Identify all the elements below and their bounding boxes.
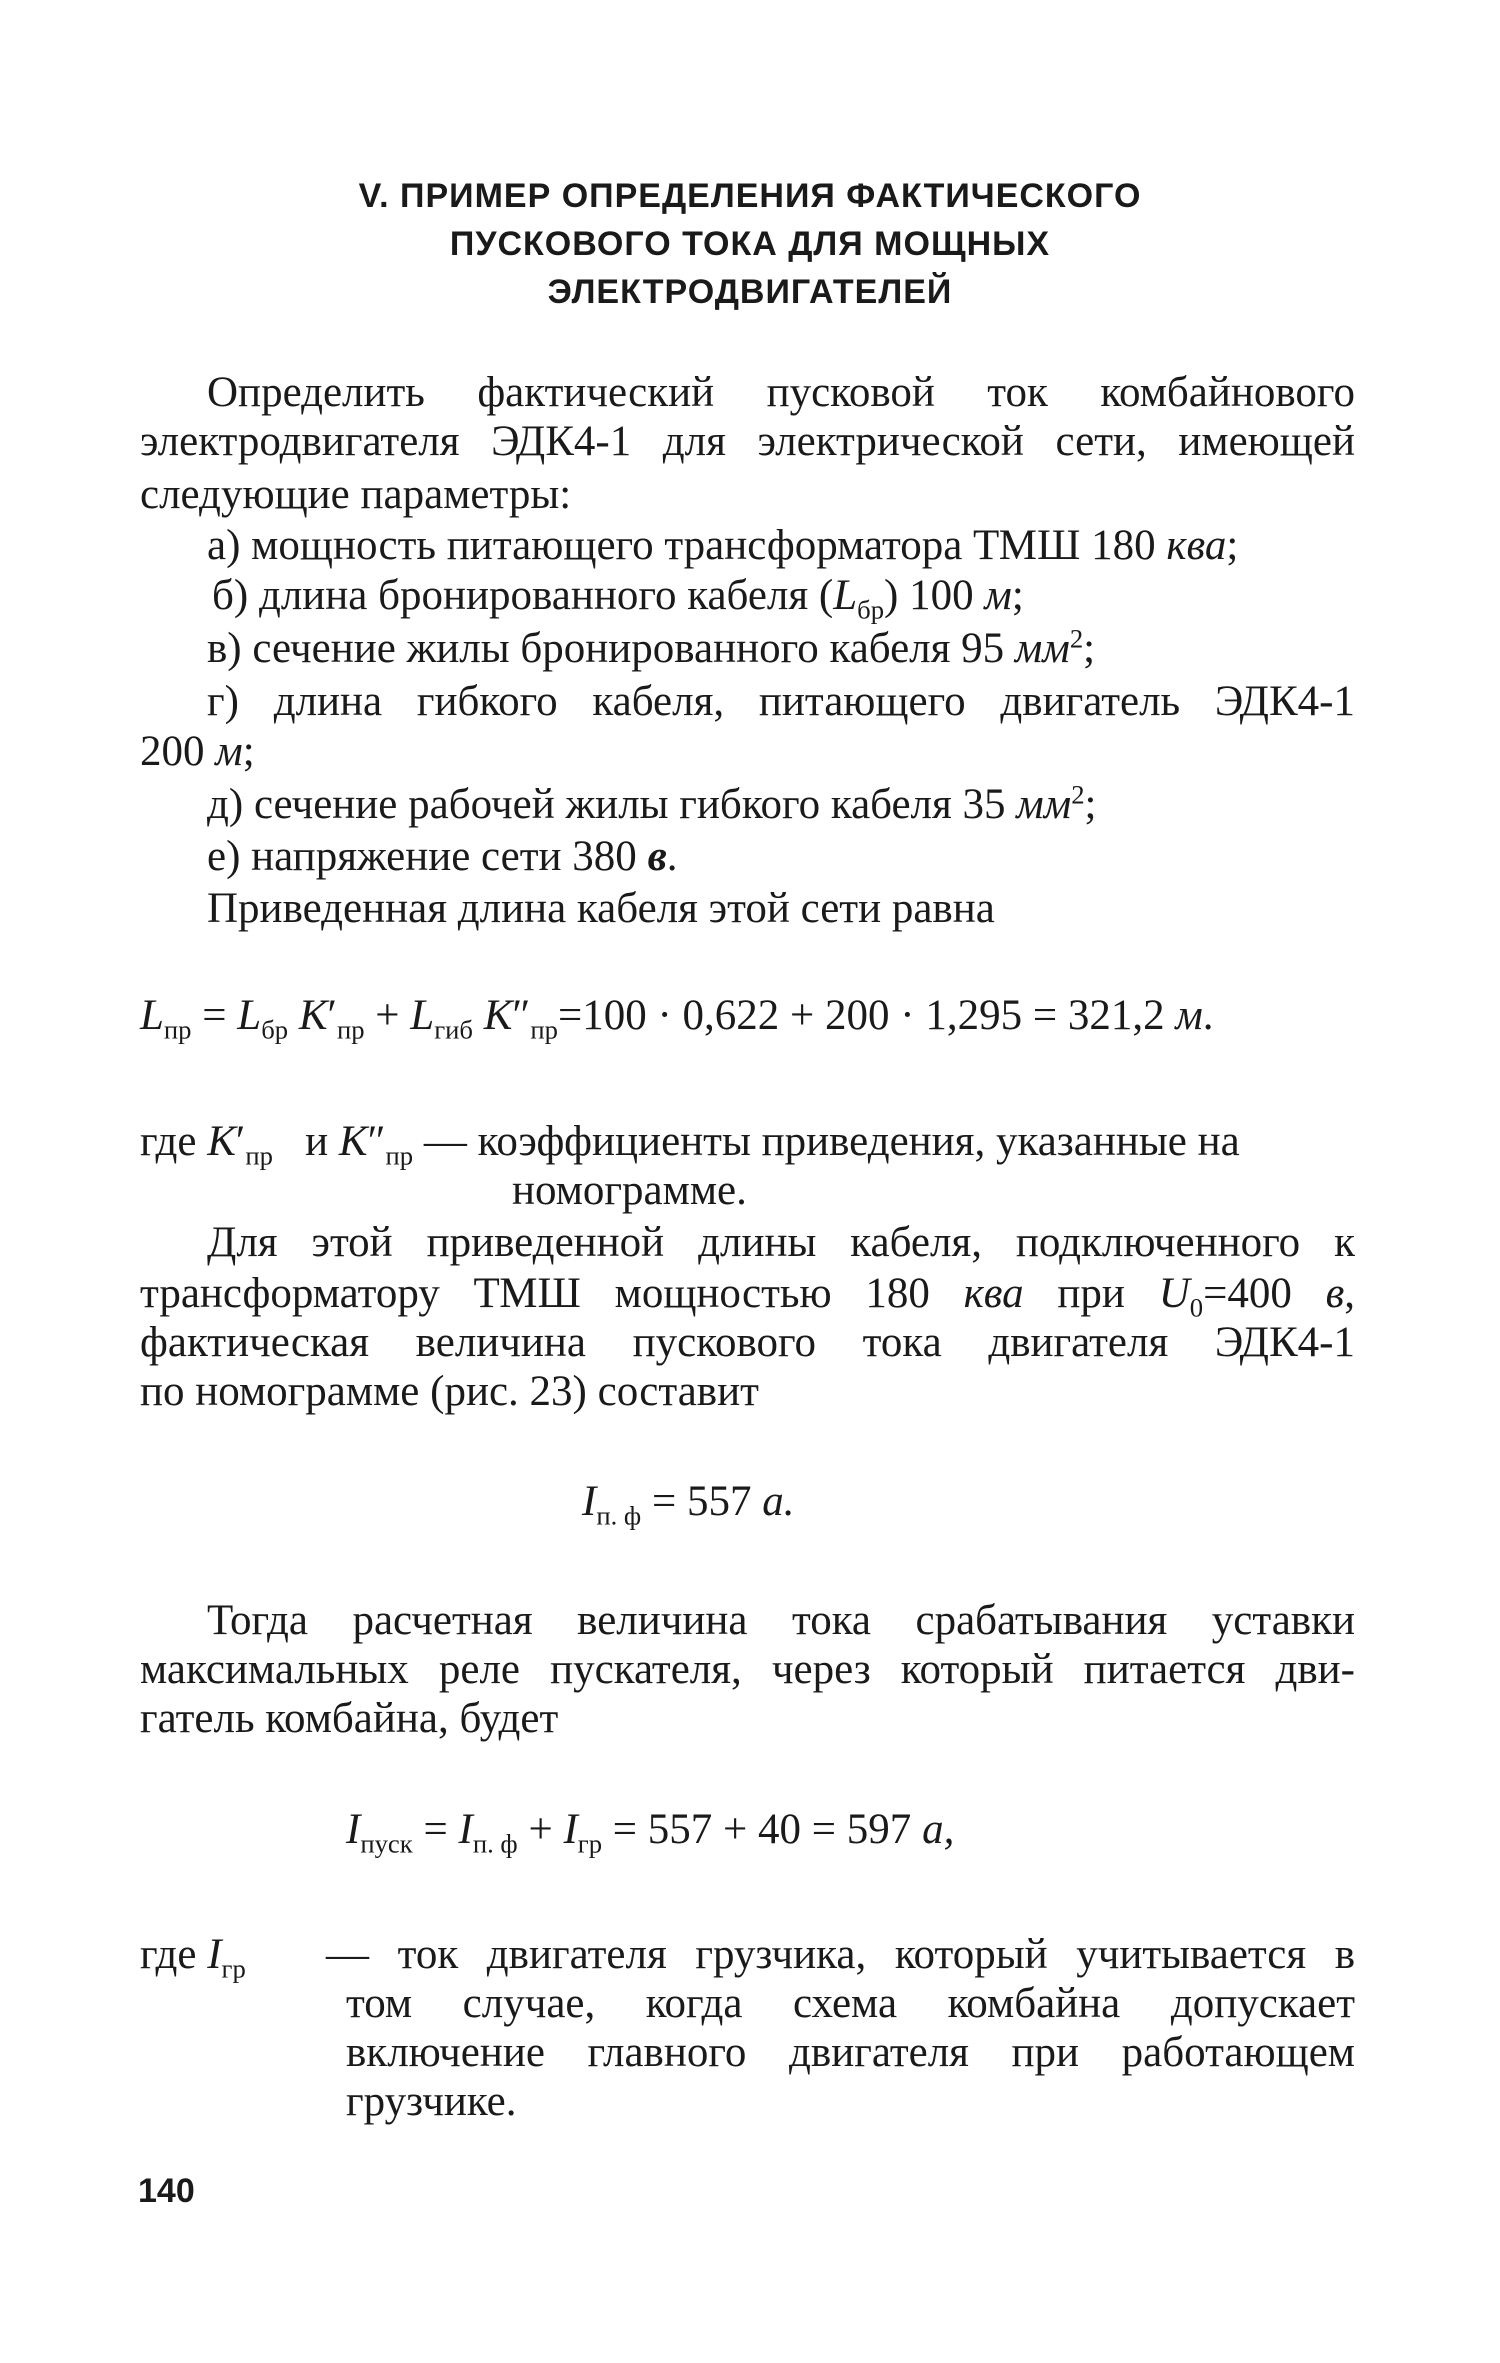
- formula-actual-current: $I_{п. ф} = 557$ а.: [582, 1478, 795, 1531]
- param-e: е) напряжение сети 380 в.: [207, 833, 678, 880]
- param-g-line-2: 200 м;: [140, 728, 255, 775]
- formula-reduced-length: $L_{пр} = L_{бр}$ $K'_{пр} + L_{гиб}$ $K''_{пр}=100 \cdot 0,622 + 200 \cdot 1,295 = 321,2$ м.: [140, 992, 1214, 1045]
- title-line-1: V. ПРИМЕР ОПРЕДЕЛЕНИЯ ФАКТИЧЕСКОГО: [358, 177, 1142, 215]
- param-d: д) сечение рабочей жилы гибкого кабеля 35 $мм^2$;: [207, 779, 1097, 828]
- title-line-2: ПУСКОВОГО ТОКА ДЛЯ МОЩНЫХ: [449, 225, 1051, 263]
- para3-line-3: гатель комбайна, будет: [140, 1695, 559, 1742]
- intro-line-2: электродвигателя ЭДК4-1 для электрической сети, имеющей: [140, 418, 1355, 465]
- param-v: в) сечение жилы бронированного кабеля 95 $мм^2$;: [207, 623, 1096, 672]
- param-g-line-1: г) длина гибкого кабеля, питающего двигатель ЭДК4-1: [207, 678, 1355, 725]
- where-loader-line-1: — ток двигателя грузчика, который учитывается в: [326, 1931, 1355, 1978]
- page-number: 140: [138, 2172, 195, 2210]
- para2-line-3: фактическая величина пускового тока двигателя ЭДК4-1: [140, 1319, 1355, 1366]
- param-a: а) мощность питающего трансформатора ТМШ 180 ква;: [207, 522, 1239, 569]
- formula-setting-current: $I_{пуск} = I_{п. ф} + I_{гр} = 557 + 40 = 597$ а,: [346, 1806, 955, 1859]
- para2-line-4: по номограмме (рис. 23) составит: [140, 1368, 759, 1415]
- section-title: [300, 172, 1200, 316]
- param-b: б) длина бронированного кабеля $(L_{бр})$ 100 м;: [212, 572, 1024, 625]
- reduced-length-text: Приведенная длина кабеля этой сети равна: [207, 885, 995, 932]
- para3-line-2: максимальных реле пускателя, через который питается дви-: [140, 1646, 1355, 1693]
- title-line-3: ЭЛЕКТРОДВИГАТЕЛЕЙ: [547, 273, 953, 311]
- intro-line-1: Определить фактический пусковой ток комбайнового: [207, 369, 1355, 416]
- where-coefficients-line-2: номограмме.: [512, 1167, 747, 1214]
- para2-line-2: трансформатору ТМШ мощностью 180 ква при $U_0=400$ в,: [140, 1270, 1356, 1323]
- where-coefficients: где $K'_{пр}$ и $K''_{пр}$ — коэффициенты приведения, указанные на: [140, 1118, 1240, 1171]
- para2-line-1: Для этой приведенной длины кабеля, подключенного к: [207, 1219, 1355, 1266]
- where-loader-line-4: грузчике.: [346, 2078, 517, 2125]
- where-loader-line-2: том случае, когда схема комбайна допускает: [346, 1980, 1355, 2027]
- where-loader-line-3: включение главного двигателя при работающем: [346, 2029, 1355, 2076]
- para3-line-1: Тогда расчетная величина тока срабатывания уставки: [207, 1597, 1355, 1644]
- where-loader: где $I_{гр}$: [140, 1931, 246, 1984]
- intro-line-3: следующие параметры:: [140, 471, 572, 518]
